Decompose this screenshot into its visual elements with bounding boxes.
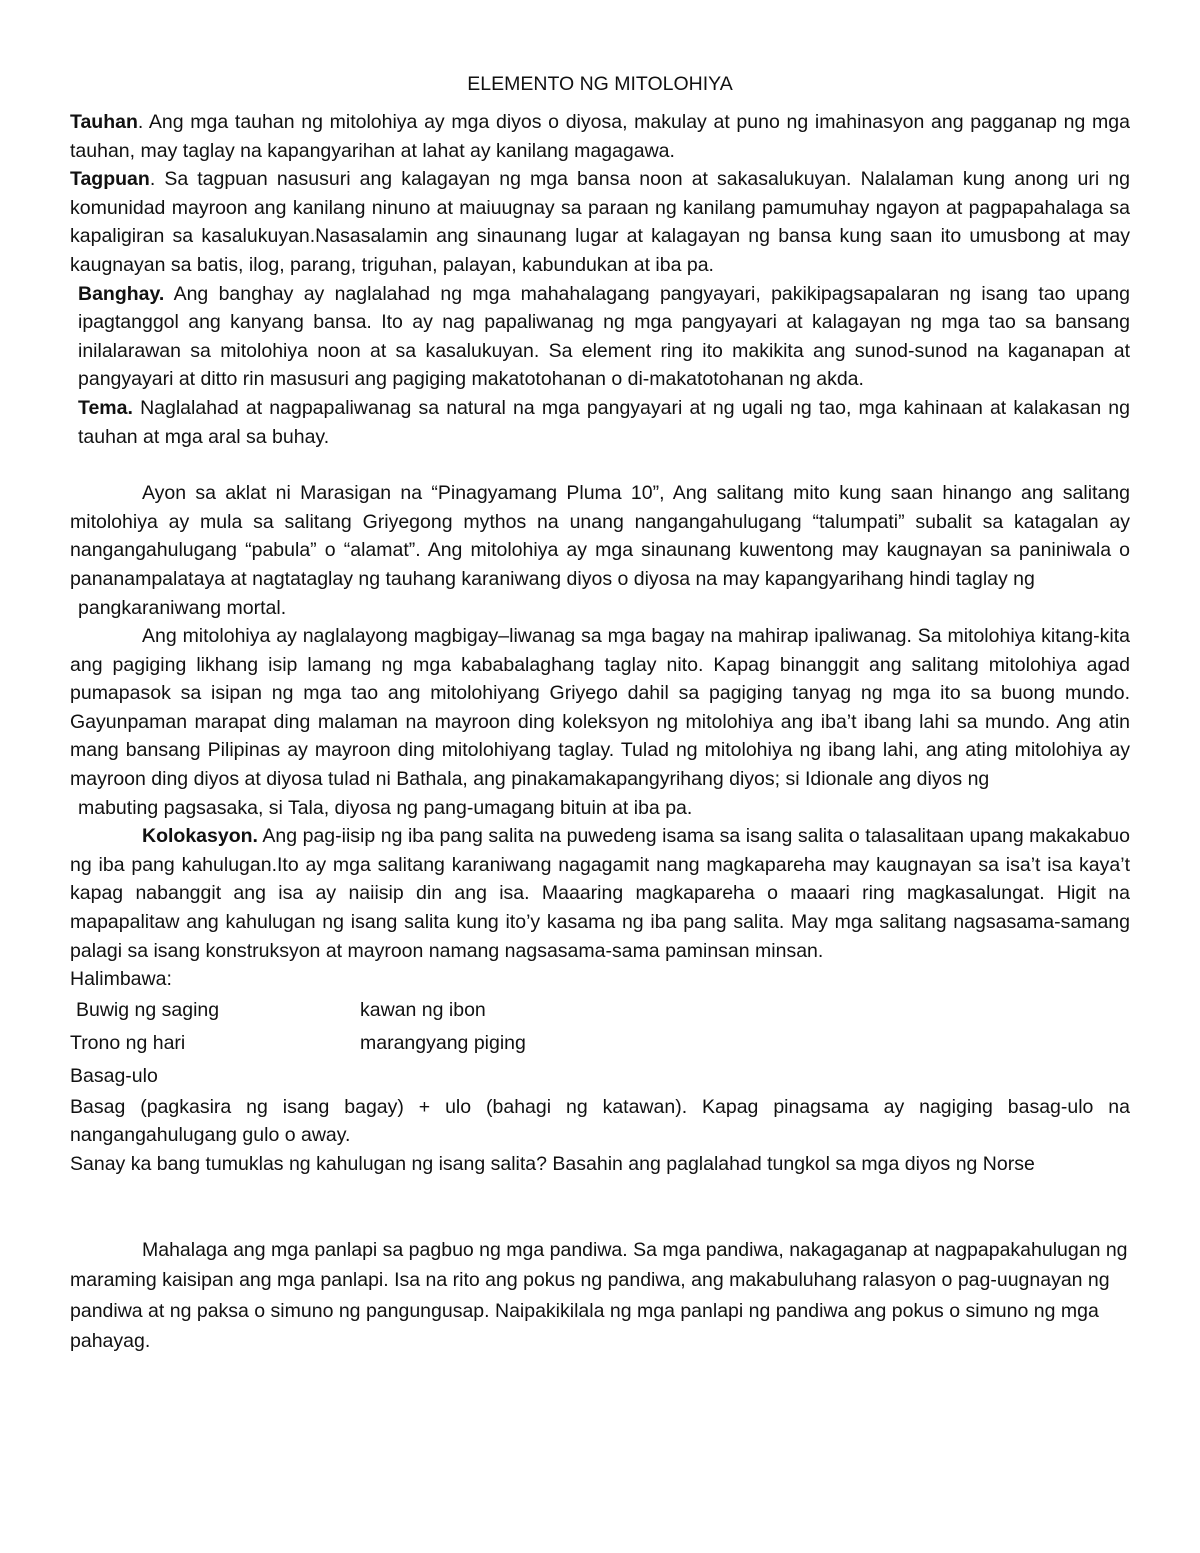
basag-ulo-example: Basag-ulo — [70, 1064, 158, 1087]
spacer — [70, 451, 1130, 479]
tema-label: Tema. — [78, 396, 133, 419]
tauhan-label: Tauhan — [70, 111, 138, 133]
banghay-label: Banghay. — [78, 282, 165, 305]
panlapi-paragraph: Mahalaga ang mga panlapi sa pagbuo ng mga pandiwa. Sa mga pandiwa, nakagaganap at nagpapakahulugan ng maraming kaisipan ang mga panlapi. Isa na rito ang pokus ng pandiwa, ang makabuluhang ralasyon o pag-uugnayan ng pandiwa at ng paksa o simuno ng pangungusap. Naipakikilala ng mga panlapi ng pandiwa ang pokus o simuno ng mga pahayag. — [70, 1238, 1128, 1353]
tema-text: Naglalahad at nagpapaliwanag sa natural na mga pangyayari at ng ugali ng tao, mga kahinaan at kalakasan ng tauhan at mga aral sa buhay. — [78, 396, 1130, 448]
ayon-paragraph: Ayon sa aklat ni Marasigan na “Pinagyamang Pluma 10”, Ang salitang mito kung saan hinango ang salitang mitolohiya ay mula sa salitang Griyegong mythos na unang nangangahulugang “talumpati” subalit sa katagalan ay nangangahulugang “pabula” o “alamat”. Ang mitolohiya ay mga sinaunang kuwentong may kaugnayan sa paniniwala o pananampalataya at nagtataglay ng tauhang karaniwang diyos o diyosa na may kapangyarihang hindi taglay ng — [70, 482, 1130, 590]
kolokasyon-paragraph — [70, 822, 1130, 965]
example-right: kawan ng ibon — [360, 999, 486, 1022]
document-page — [70, 70, 1130, 1357]
mitolohiya-continuation: mabuting pagsasaka, si Tala, diyosa ng pang-umagang bituin at iba pa. — [78, 796, 693, 819]
tauhan-paragraph — [70, 108, 1130, 165]
tema-paragraph — [70, 394, 1130, 451]
kolokasyon-label: Kolokasyon. — [142, 825, 258, 848]
tagpuan-text: . Sa tagpuan nasusuri ang kalagayan ng mga bansa noon at sakasalukuyan. Nalalaman kung anong uri ng komunidad mayroon ang kanilang ninuno at maiuugnay sa paraan ng kanilang pamumuhay ngayon at pagpapahalaga sa kapaligiran sa kasalukuyan.Nasasalamin ang sinaunang lugar at kalagayan ng bansa kung saan ito umusbong at may kaugnayan sa batis, ilog, parang, triguhan, palayan, kabundukan at iba pa. — [70, 168, 1130, 276]
kolokasyon-text: Ang pag-iisip ng iba pang salita na puwedeng isama sa isang salita o talasalitaan upang makakabuo ng iba pang kahulugan.Ito ay mga salitang karaniwang nagagamit nang magkapareha may kaugnayan sa isa’t isa kaya’t kapag nabanggit ang isa ay naiisip din ang isa. Maaaring magkapareha o maaari ring magkasalungat. Higit na mapapalitaw ang kahulugan ng isang salita kung ito’y kasama ng iba pang salita. May mga salitang nagsasama-samang palagi sa isang konstruksyon at mayroon namang nagsasama-sama paminsan minsan. — [70, 825, 1130, 962]
mitolohiya-paragraph: Ang mitolohiya ay naglalayong magbigay–liwanag sa mga bagay na mahirap ipaliwanag. Sa mitolohiya kitang-kita ang pagiging likhang isip lamang ng mga kababalaghang taglay nito. Kapag binanggit ang salitang mitolohiya agad pumapasok sa isipan ng mga tao ang mitolohiyang Griyego dahil sa pagiging tanyag ng mga ito sa buong mundo. Gayunpaman marapat ding malaman na mayroon ding koleksyon ng mitolohiya ang iba’t ibang lahi sa mundo. Ang atin mang bansang Pilipinas ay mayroon ding mitolohiyang taglay. Tulad ng mitolohiya ng ibang lahi, ang ating mitolohiya ay mayroon ding diyos at diyosa tulad ni Bathala, ang pinakamakapangyrihang diyos; si Idionale ang diyos ng — [70, 625, 1130, 791]
halimbawa-label: Halimbawa: — [70, 968, 172, 991]
example-row — [70, 994, 1130, 1027]
tauhan-text: . Ang mga tauhan ng mitolohiya ay mga diyos o diyosa, makulay at puno ng imahinasyon ang pagganap ng mga tauhan, may taglay na kapangyarihan at lahat ay kanilang magagawa. — [70, 111, 1130, 162]
ayon-continuation: pangkaraniwang mortal. — [78, 596, 287, 619]
basag-ulo-explanation: Basag (pagkasira ng isang bagay) + ulo (bahagi ng katawan). Kapag pinagsama ay nagiging basag-ulo na nangangahulugang gulo o away. — [70, 1095, 1130, 1147]
tagpuan-label: Tagpuan — [70, 168, 150, 191]
example-right: marangyang piging — [360, 1032, 526, 1055]
spacer — [70, 1179, 1130, 1235]
tagpuan-paragraph — [70, 165, 1130, 279]
example-left: Buwig ng saging — [76, 999, 220, 1022]
example-left: Trono ng hari — [70, 1032, 186, 1055]
banghay-text: Ang banghay ay naglalahad ng mga mahahalagang pangyayari, pakikipagsapalaran ng isang tao upang ipagtanggol ang kanyang bansa. Ito ay nag papaliwanag ng mga pangyayari at kalagayan ng mga tao sa bansang inilalarawan sa mitolohiya noon at sa kasalukuyan. Sa element ring ito makikita ang sunod-sunod na kaganapan at pangyayari at ditto rin masusuri ang pagiging makatotohanan o di-makatotohanan ng akda. — [78, 282, 1130, 391]
sanay-question: Sanay ka bang tumuklas ng kahulugan ng isang salita? Basahin ang paglalahad tungkol sa mga diyos ng Norse — [70, 1153, 1035, 1175]
example-row — [70, 1027, 1130, 1060]
banghay-paragraph — [70, 280, 1130, 394]
document-title: ELEMENTO NG MITOLOHIYA — [467, 73, 733, 95]
